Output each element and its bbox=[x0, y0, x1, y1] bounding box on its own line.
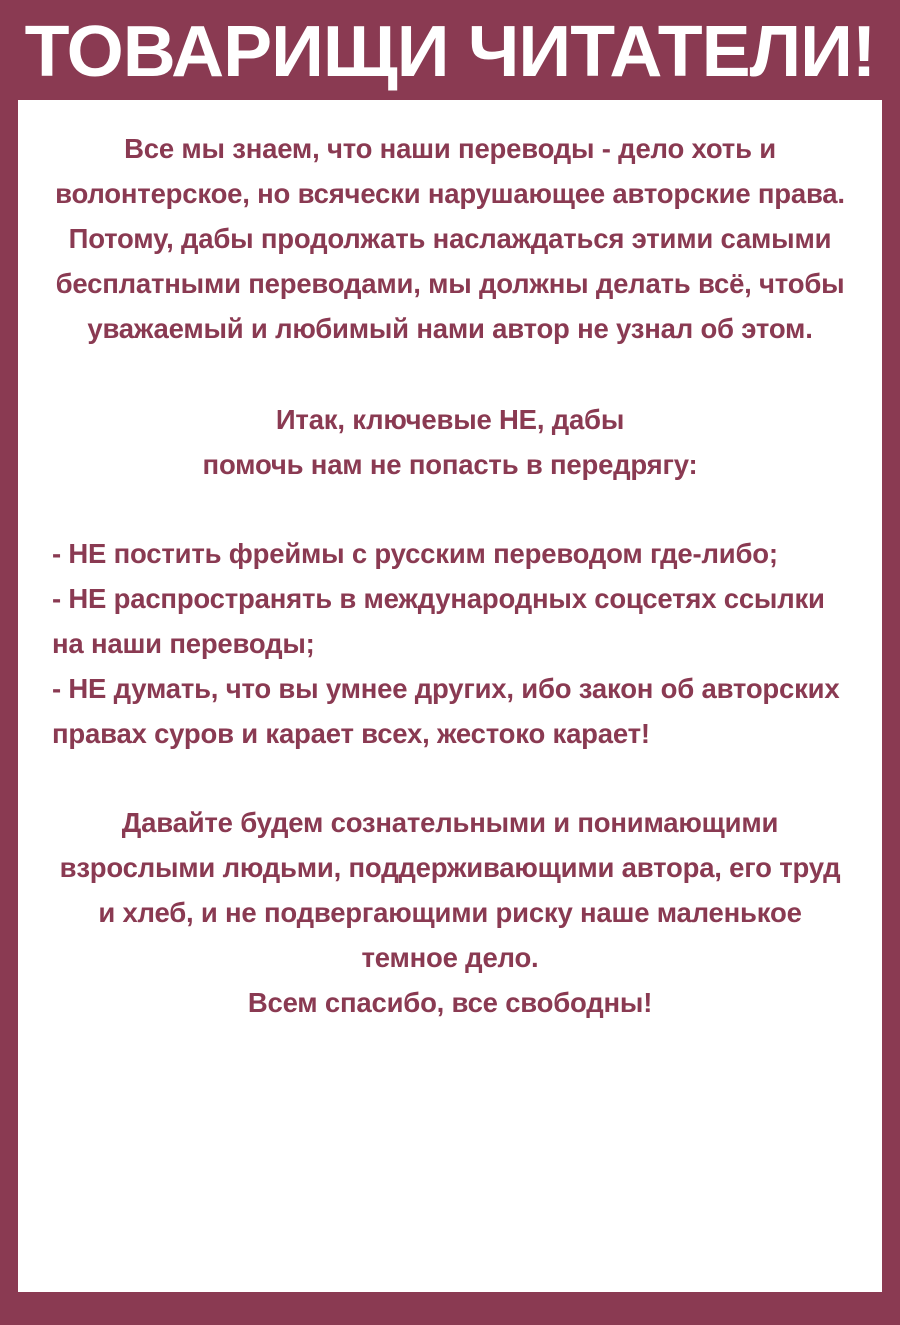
spacer bbox=[52, 756, 848, 800]
lead-line-1: Итак, ключевые НЕ, дабы bbox=[275, 404, 625, 435]
footer-band bbox=[0, 1292, 900, 1325]
closing-paragraph: Давайте будем сознательными и понимающими взрослыми людьми, поддерживающими автора, его труд и хлеб, и не подвергающими риску наше маленькое темное дело. bbox=[59, 807, 841, 973]
rules-list bbox=[52, 531, 848, 756]
header-band bbox=[0, 0, 900, 100]
list-item: - НЕ думать, что вы умнее других, ибо закон об авторских правах суров и карает всех, жестоко карает! bbox=[52, 673, 840, 749]
lead-line-2: помочь нам не попасть в передрягу: bbox=[202, 449, 698, 480]
signoff-line: Всем спасибо, все свободны! bbox=[247, 987, 653, 1018]
page-title: ТОВАРИЩИ ЧИТАТЕЛИ! bbox=[24, 12, 876, 92]
list-item: - НЕ постить фреймы с русским переводом где-либо; bbox=[52, 538, 778, 569]
content-card bbox=[18, 100, 882, 1292]
spacer bbox=[52, 351, 848, 397]
intro-paragraph: Все мы знаем, что наши переводы - дело хоть и волонтерское, но всячески нарушающее авторские права. Потому, дабы продолжать наслаждаться этими самыми бесплатными переводами, мы должны делать всё, чтобы уважаемый и любимый нами автор не узнал об этом. bbox=[55, 133, 845, 344]
spacer bbox=[52, 487, 848, 531]
list-item: - НЕ распространять в международных соцсетях ссылки на наши переводы; bbox=[52, 583, 825, 659]
